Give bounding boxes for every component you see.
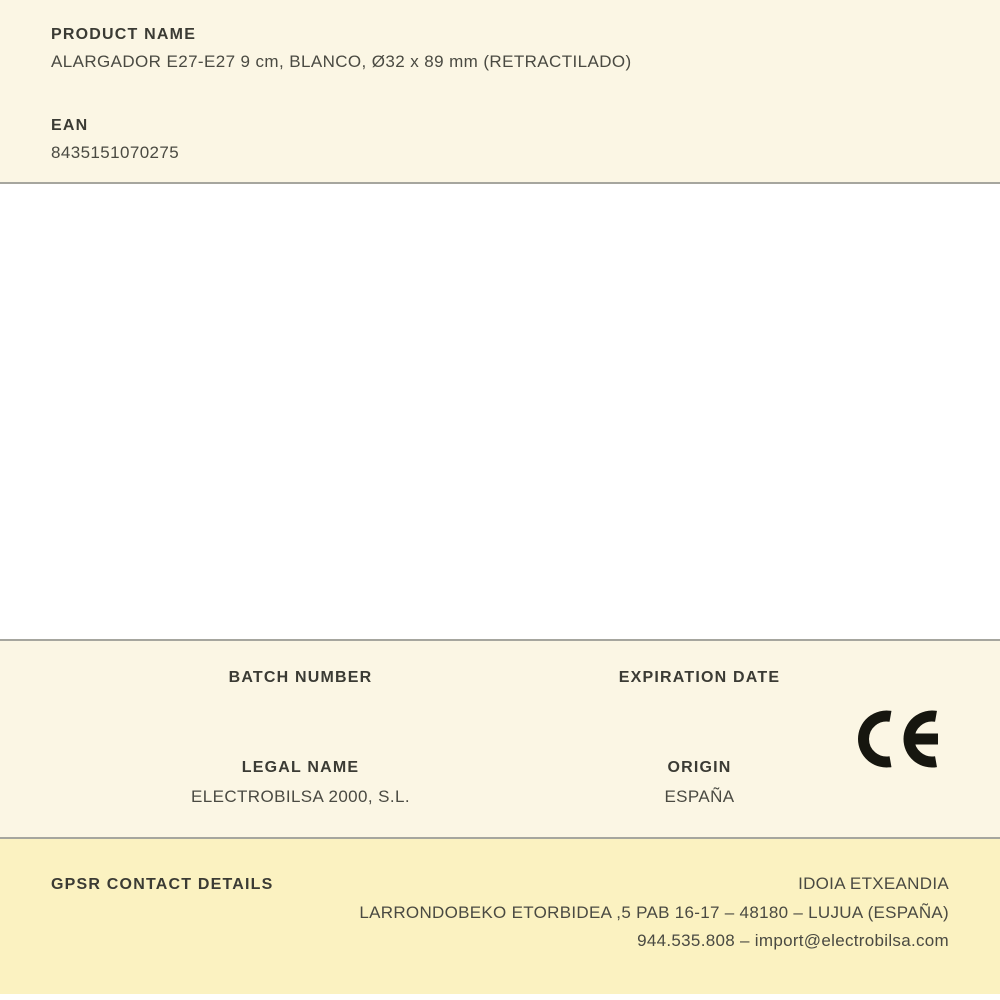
expiration-date-label: EXPIRATION DATE [618, 669, 781, 686]
empty-content-section [0, 184, 1000, 641]
legal-origin-labels-row [101, 757, 899, 779]
batch-legal-section [0, 641, 1000, 839]
batch-number-label: BATCH NUMBER [228, 669, 373, 686]
legal-origin-values-row [101, 786, 899, 808]
gpsr-contact-details-label: GPSR CONTACT DETAILS [51, 876, 274, 893]
ean-label: EAN [51, 117, 89, 134]
product-name-label: PRODUCT NAME [51, 26, 197, 43]
legal-name-label: LEGAL NAME [241, 759, 360, 776]
legal-name-value: ELECTROBILSA 2000, S.L. [191, 787, 410, 806]
product-name-value: ALARGADOR E27-E27 9 cm, BLANCO, Ø32 x 89 mm (RETRACTILADO) [51, 52, 632, 71]
gpsr-section [0, 839, 1000, 994]
gpsr-header-row [51, 873, 949, 896]
ean-field [51, 115, 949, 164]
origin-label: ORIGIN [667, 759, 732, 776]
ean-value: 8435151070275 [51, 143, 180, 162]
gpsr-contact-name: IDOIA ETXEANDIA [798, 874, 949, 893]
batch-expiration-row [101, 667, 899, 689]
product-name-field [51, 24, 949, 73]
product-info-section [0, 0, 1000, 184]
origin-value: ESPAÑA [664, 787, 735, 806]
ce-mark-icon [858, 707, 942, 771]
gpsr-phone-email: 944.535.808 – import@electrobilsa.com [637, 931, 949, 950]
gpsr-address: LARRONDOBEKO ETORBIDEA ,5 PAB 16-17 – 48180 – LUJUA (ESPAÑA) [359, 903, 949, 922]
